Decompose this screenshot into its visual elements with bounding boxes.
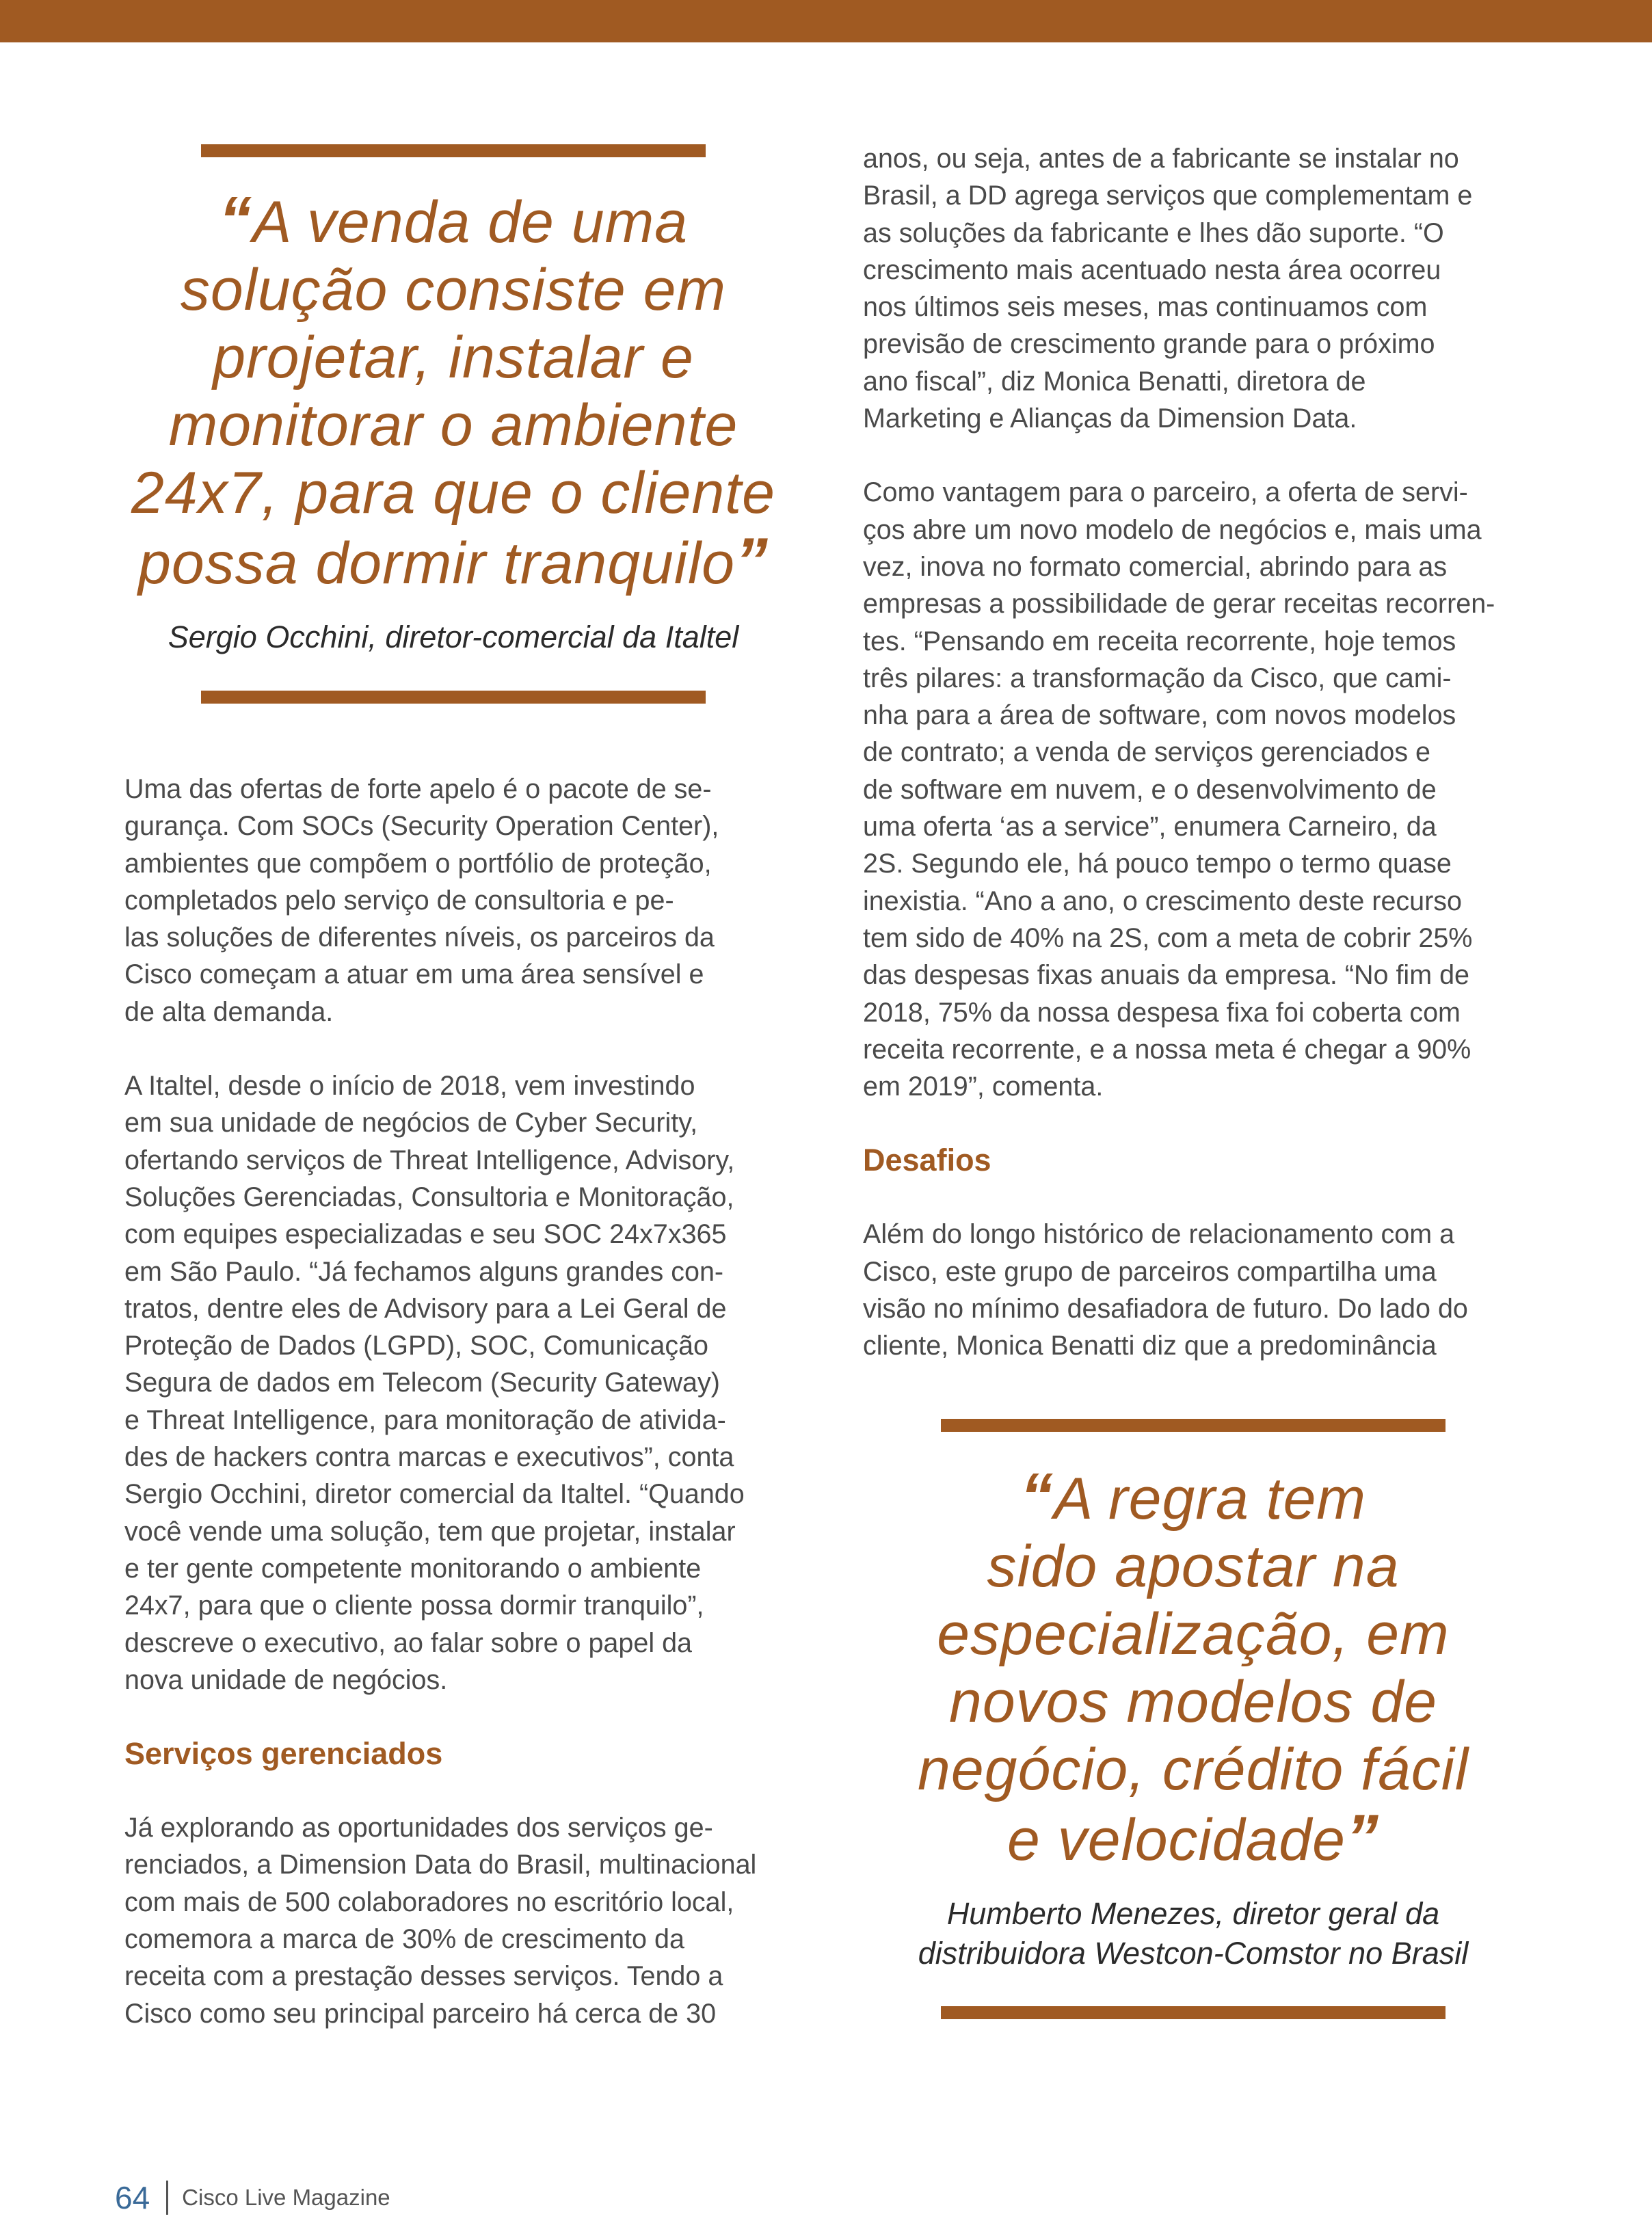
quote1 [123,183,784,598]
quote1-attribution: Sergio Occhini, diretor-comercial da Italtel [168,619,739,654]
quote2-close-mark: ” [1345,1801,1379,1874]
quote1-top-rule [201,144,706,157]
quote1-close-mark: ” [734,524,769,598]
section-heading-servicos: Serviços gerenciados [124,1736,443,1772]
quote2 [862,1460,1525,1874]
left-paragraph-2: A Italtel, desde o início de 2018, vem investindo em sua unidade de negócios de Cyber Security, ofertando serviços de Threat Intelligence, Advisory, Soluções Gerenciadas, Consultoria e Monitoração, com equipes especializadas e seu SOC 24x7x365 em São Paulo. “Já fechamos alguns grandes con- tratos, dentre eles de Advisory para a Lei Geral de Proteção de Dados (LGPD), SOC, Comunicação Segura de dados em Telecom (Security Gateway) e Threat Intelligence, para monitoração de ativida- des de hackers contra marcas e executivos”, conta Sergio Occhini, diretor comercial da Italtel. “Quando você vende uma solução, tem que projetar, instalar e ter gente competente monitorando o ambiente 24x7, para que o cliente possa dormir tranquilo”, descreve o executivo, ao falar sobre o papel da nova unidade de negócios. [124,1071,745,1695]
quote2-top-rule [941,1419,1446,1432]
right-column [863,140,1533,1402]
quote1-text: A venda de uma solução consiste em projetar, instalar e monitorar o ambiente 24x7, para que o cliente possa dormir tranquilo [131,189,775,596]
page-footer [115,2177,390,2218]
left-column [124,771,795,2069]
page-number: 64 [115,2180,150,2215]
left-paragraph-3: Já explorando as oportunidades dos serviços ge- renciados, a Dimension Data do Brasil, multinacional com mais de 500 colaboradores no escritório local, comemora a marca de 30% de crescimento da receita com a prestação desses serviços. Tendo a Cisco como seu principal parceiro há cerca de 30 [124,1813,757,2029]
right-paragraph-2: Como vantagem para o parceiro, a oferta de servi- ços abre um novo modelo de negócios e, mais uma vez, inova no formato comercial, abrindo para as empresas a possibilidade de gerar receitas recorren- tes. “Pensando em receita recorrente, hoje temos três pilares: a transformação da Cisco, que cami- nha para a área de software, com novos modelos de contrato; a venda de serviços gerenciados e de software em nuvem, e o desenvolvimento de uma oferta ‘as a service”, enumera Carneiro, da 2S. Segundo ele, há pouco tempo o termo quase inexistia. “Ano a ano, o crescimento deste recurso tem sido de 40% na 2S, com a meta de cobrir 25% das despesas fixas anuais da empresa. “No fim de 2018, 75% da nossa despesa fixa foi coberta com receita recorrente, e a nossa meta é chegar a 90% em 2019”, comenta. [863,477,1495,1102]
quote2-open-mark: “ [1020,1460,1054,1533]
right-paragraph-1: anos, ou seja, antes de a fabricante se instalar no Brasil, a DD agrega serviços que complementam e as soluções da fabricante e lhes dão suporte. “O crescimento mais acentuado nesta área ocorreu nos últimos seis meses, mas continuamos com previsão de crescimento grande para o próximo ano fiscal”, diz Monica Benatti, diretora de Marketing e Alianças da Dimension Data. [863,144,1473,434]
quote2-bottom-rule [941,2006,1446,2019]
quote1-open-mark: “ [218,183,252,256]
quote2-text: A regra tem sido apostar na especialização, em novos modelos de negócio, crédito fácil e velocidade [918,1466,1469,1873]
top-accent-bar [0,0,1652,42]
section-heading-desafios: Desafios [863,1143,991,1178]
right-paragraph-3: Além do longo histórico de relacionamento com a Cisco, este grupo de parceiros compartilha uma visão no mínimo desafiadora de futuro. Do lado do cliente, Monica Benatti diz que a predominância [863,1219,1468,1361]
footer-separator [166,2181,168,2215]
left-paragraph-1: Uma das ofertas de forte apelo é o pacote de se- gurança. Com SOCs (Security Operation Center), ambientes que compõem o portfólio de proteção, completados pelo serviço de consultoria e pe- las soluções de diferentes níveis, os parceiros da Cisco começam a atuar em uma área sensível e de alta demanda. [124,774,719,1027]
quote2-attribution: Humberto Menezes, diretor geral da distribuidora Westcon-Comstor no Brasil [918,1896,1469,1971]
quote1-bottom-rule [201,691,706,704]
publication-name: Cisco Live Magazine [182,2185,390,2210]
